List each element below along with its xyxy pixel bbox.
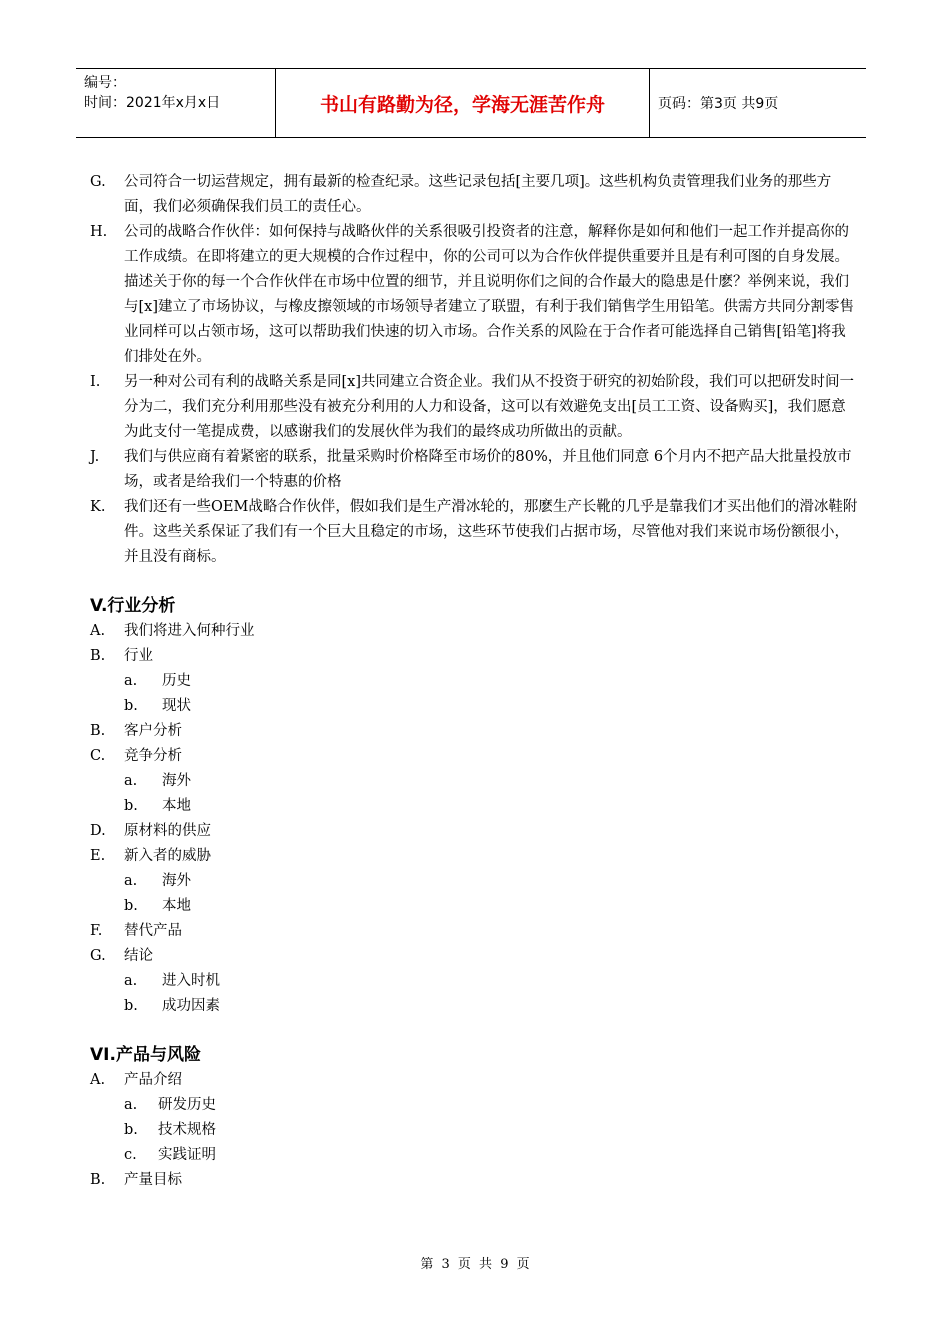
list-item bbox=[90, 170, 860, 220]
list-text: 成功因素 bbox=[162, 998, 220, 1014]
list-text: 另一种对公司有利的战略关系是同[x]共同建立合资企业。我们从不投资于研究的初始阶段，我们可以把研发时间一分为二，我们充分利用那些没有被充分利用的人力和设备，这可以有效避免支出[员工工资、设备购买]，我们愿意为此支付一笔提成费，以感谢我们的发展伙伴为我们的最终成功所做出的贡献。 bbox=[124, 374, 854, 440]
list-marker: F. bbox=[90, 923, 103, 939]
document-body bbox=[90, 170, 860, 1193]
section-title-industry: V.行业分析 bbox=[90, 596, 176, 616]
list-text: 新入者的威胁 bbox=[124, 848, 211, 864]
list-marker: I. bbox=[90, 374, 101, 390]
list-marker: K. bbox=[90, 499, 106, 515]
list-text: 技术规格 bbox=[158, 1122, 216, 1138]
list-marker: a. bbox=[124, 873, 138, 889]
list-text: 替代产品 bbox=[124, 923, 182, 939]
number-label: 编号： bbox=[84, 75, 126, 91]
outline-subitem bbox=[90, 769, 860, 794]
list-text: 本地 bbox=[162, 898, 191, 914]
list-text: 现状 bbox=[162, 698, 191, 714]
list-marker: D. bbox=[90, 823, 106, 839]
list-text: 本地 bbox=[162, 798, 191, 814]
list-text: 行业 bbox=[124, 648, 153, 664]
list-text: 竞争分析 bbox=[124, 748, 182, 764]
list-marker: a. bbox=[124, 973, 138, 989]
list-item bbox=[90, 220, 860, 370]
list-marker: G. bbox=[90, 948, 106, 964]
outline-item bbox=[90, 819, 860, 844]
list-marker: b. bbox=[124, 1122, 138, 1138]
list-text: 海外 bbox=[162, 773, 191, 789]
outline-subitem bbox=[90, 669, 860, 694]
list-item bbox=[90, 495, 860, 570]
list-text: 历史 bbox=[162, 673, 191, 689]
outline-subitem bbox=[90, 794, 860, 819]
outline-item bbox=[90, 644, 860, 669]
list-marker: b. bbox=[124, 798, 138, 814]
list-marker: H. bbox=[90, 224, 108, 240]
list-marker: a. bbox=[124, 773, 138, 789]
list-marker: b. bbox=[124, 998, 138, 1014]
list-marker: b. bbox=[124, 698, 138, 714]
section-industry-list bbox=[90, 619, 860, 1019]
outline-subitem bbox=[90, 1093, 860, 1118]
header-motto: 书山有路勤为径，学海无涯苦作舟 bbox=[276, 69, 650, 137]
list-text: 客户分析 bbox=[124, 723, 182, 739]
list-text: 公司的战略合作伙伴：如何保持与战略伙伴的关系很吸引投资者的注意，解释你是如何和他们一起工作并提高你的工作成绩。在即将建立的更大规模的合作过程中，你的公司可以为合作伙伴提供重要并且是有利可图的自身发展。描述关于你的每一个合作伙伴在市场中位置的细节，并且说明你们之间的合作最大的隐患是什麽？举例来说，我们与[x]建立了市场协议，与橡皮擦领域的市场领导者建立了联盟，有利于我们销售学生用铅笔。供需方共同分割零售业同样可以占领市场，这可以帮助我们快速的切入市场。合作关系的风险在于合作者可能选择自己销售[铅笔]将我们排处在外。 bbox=[124, 224, 854, 365]
list-marker: a. bbox=[124, 673, 138, 689]
header-info bbox=[76, 69, 276, 137]
item-list bbox=[90, 170, 860, 570]
outline-subitem bbox=[90, 1118, 860, 1143]
list-text: 进入时机 bbox=[162, 973, 220, 989]
outline-subitem bbox=[90, 869, 860, 894]
outline-item bbox=[90, 744, 860, 769]
list-marker: G. bbox=[90, 174, 106, 190]
outline-item bbox=[90, 919, 860, 944]
list-marker: B. bbox=[90, 1172, 106, 1188]
list-text: 结论 bbox=[124, 948, 153, 964]
list-marker: B. bbox=[90, 723, 106, 739]
list-text: 我们还有一些OEM战略合作伙伴，假如我们是生产滑冰轮的，那麽生产长靴的几乎是靠我们才买出他们的滑冰鞋附件。这些关系保证了我们有一个巨大且稳定的市场，这些环节使我们占据市场，尽管他对我们来说市场份额很小，并且没有商标。 bbox=[124, 499, 858, 565]
outline-subitem bbox=[90, 994, 860, 1019]
list-text: 公司符合一切运营规定，拥有最新的检查纪录。这些记录包括[主要几项]。这些机构负责管理我们业务的那些方面，我们必须确保我们员工的责任心。 bbox=[124, 174, 832, 215]
list-marker: A. bbox=[90, 1072, 106, 1088]
outline-item bbox=[90, 944, 860, 969]
outline-item bbox=[90, 1168, 860, 1193]
list-marker: a. bbox=[124, 1097, 138, 1113]
list-text: 产量目标 bbox=[124, 1172, 182, 1188]
list-text: 研发历史 bbox=[158, 1097, 216, 1113]
list-marker: J. bbox=[90, 449, 100, 465]
outline-subitem bbox=[90, 1143, 860, 1168]
header-page-label: 页码：第3页 共9页 bbox=[658, 96, 779, 112]
list-text: 实践证明 bbox=[158, 1147, 216, 1163]
section-title-product: VI.产品与风险 bbox=[90, 1045, 201, 1065]
list-marker: A. bbox=[90, 623, 106, 639]
list-text: 原材料的供应 bbox=[124, 823, 211, 839]
list-marker: B. bbox=[90, 648, 106, 664]
list-text: 产品介绍 bbox=[124, 1072, 182, 1088]
outline-item bbox=[90, 844, 860, 869]
section-product-list bbox=[90, 1068, 860, 1193]
outline-subitem bbox=[90, 894, 860, 919]
outline-item bbox=[90, 719, 860, 744]
list-text: 我们将进入何种行业 bbox=[124, 623, 255, 639]
outline-subitem bbox=[90, 694, 860, 719]
page-header bbox=[76, 68, 866, 138]
list-text: 我们与供应商有着紧密的联系，批量采购时价格降至市场价的80%，并且他们同意 6个月内不把产品大批量投放市场，或者是给我们一个特惠的价格 bbox=[124, 449, 852, 490]
list-marker: E. bbox=[90, 848, 106, 864]
outline-item bbox=[90, 619, 860, 644]
outline-subitem bbox=[90, 969, 860, 994]
list-marker: b. bbox=[124, 898, 138, 914]
list-text: 海外 bbox=[162, 873, 191, 889]
time-label: 时间：2021年x月x日 bbox=[84, 95, 221, 111]
list-item bbox=[90, 370, 860, 445]
page-footer: 第 3 页 共 9 页 bbox=[420, 1257, 530, 1272]
outline-item bbox=[90, 1068, 860, 1093]
list-marker: C. bbox=[90, 748, 106, 764]
list-marker: c. bbox=[124, 1147, 137, 1163]
list-item bbox=[90, 445, 860, 495]
